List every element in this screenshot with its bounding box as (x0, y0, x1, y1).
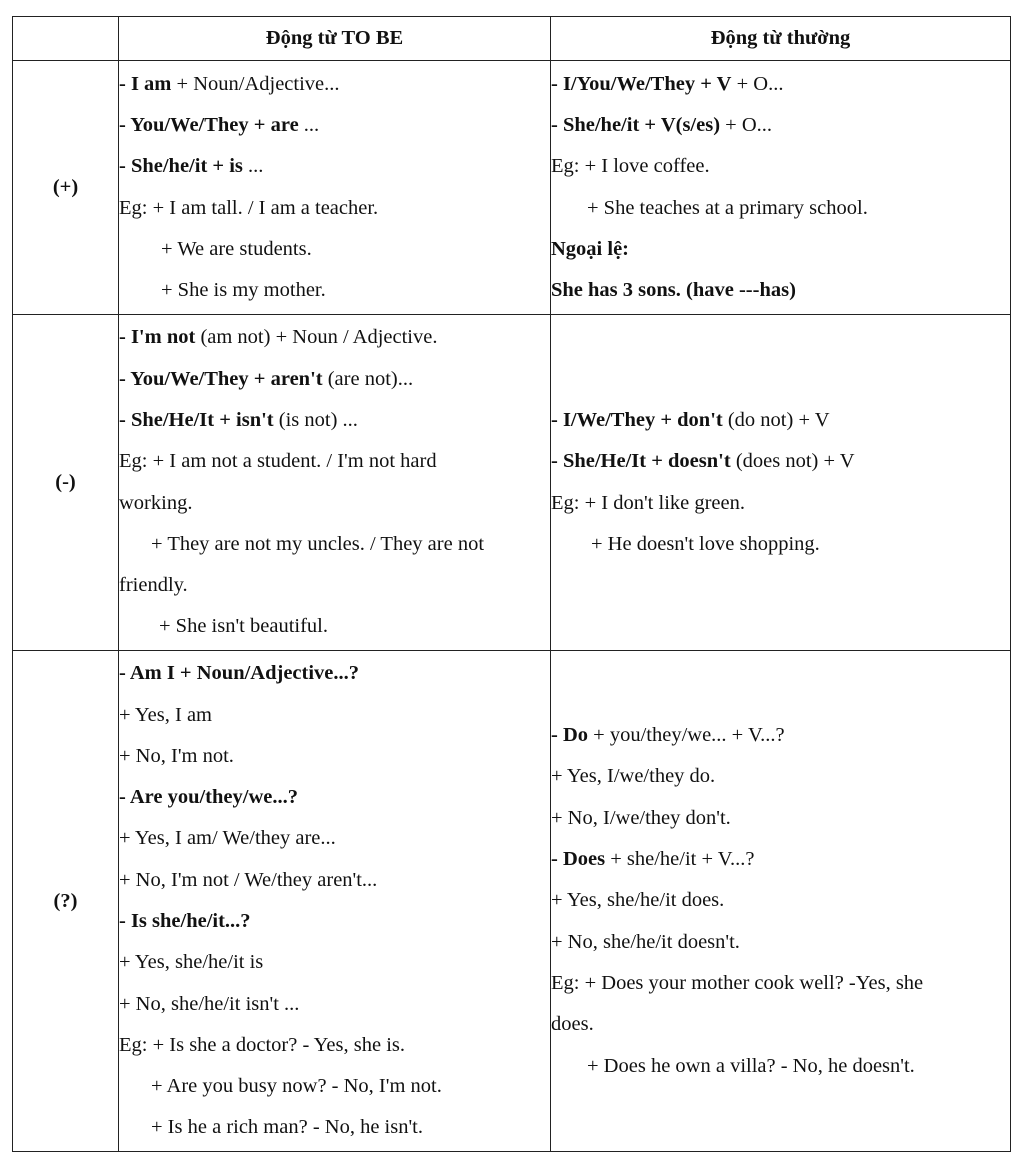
line (119, 270, 550, 311)
affirmative-to-be-cell (119, 61, 551, 315)
line (119, 777, 550, 818)
line (119, 400, 550, 441)
bold-text: - I/We/They + don't (551, 408, 723, 431)
text: (is not) ... (273, 408, 358, 431)
bold-text: - She/he/it + is (119, 155, 243, 178)
negative-verb-cell (551, 315, 1011, 651)
line (551, 839, 1010, 880)
bold-text: - You/We/They + aren't (119, 367, 323, 390)
line (119, 1107, 550, 1148)
line (119, 229, 550, 270)
line (119, 1025, 550, 1066)
text: Eg: + I am tall. / I am a teacher. (119, 196, 379, 219)
text: + Yes, she/he/it does. (551, 889, 725, 912)
line (551, 188, 1010, 229)
header-row (13, 17, 1011, 61)
text: + O... (720, 113, 773, 136)
line (551, 524, 1010, 565)
line (551, 1046, 1010, 1087)
line (119, 984, 550, 1025)
text: + No, she/he/it isn't ... (119, 992, 300, 1015)
line (551, 270, 1010, 311)
row-question (13, 651, 1011, 1152)
line (551, 756, 1010, 797)
line (119, 441, 550, 482)
text: + No, she/he/it doesn't. (551, 930, 740, 953)
line (119, 359, 550, 400)
line (551, 483, 1010, 524)
text: + We are students. (161, 237, 312, 260)
text: + No, I/we/they don't. (551, 806, 731, 829)
bold-text: - She/He/It + isn't (119, 408, 274, 431)
text: + They are not my uncles. / They are not (151, 532, 485, 555)
line (119, 695, 550, 736)
text: ... (298, 113, 320, 136)
row-negative (13, 315, 1011, 651)
line (551, 922, 1010, 963)
text: (do not) + V (722, 408, 830, 431)
text: + Does he own a villa? - No, he doesn't. (587, 1054, 915, 1077)
text: + No, I'm not / We/they aren't... (119, 868, 378, 891)
text: working. (119, 491, 193, 514)
text: + She is my mother. (161, 279, 326, 302)
text: friendly. (119, 574, 188, 597)
text: + She isn't beautiful. (159, 615, 328, 638)
text: + She teaches at a primary school. (587, 196, 868, 219)
header-regular-verb: Động từ thường (551, 17, 1011, 61)
negative-to-be-cell (119, 315, 551, 651)
bold-text: - I am (119, 72, 172, 95)
line (119, 565, 550, 606)
line (119, 860, 550, 901)
text: + Yes, I/we/they do. (551, 765, 716, 788)
text: + Yes, I am/ We/they are... (119, 827, 336, 850)
label-affirmative: (+) (13, 61, 119, 315)
line (119, 524, 550, 565)
label-question: (?) (13, 651, 119, 1152)
line (119, 818, 550, 859)
line (551, 880, 1010, 921)
line (119, 653, 550, 694)
line (119, 606, 550, 647)
line (551, 441, 1010, 482)
bold-text: - I'm not (119, 326, 196, 349)
bold-text: - She/he/it + V(s/es) (551, 113, 721, 136)
line (119, 1066, 550, 1107)
text: + Are you busy now? - No, I'm not. (151, 1075, 442, 1098)
header-empty-cell (13, 17, 119, 61)
header-to-be: Động từ TO BE (119, 17, 551, 61)
bold-text: - She/He/It + doesn't (551, 450, 731, 473)
line (551, 105, 1010, 146)
line (551, 400, 1010, 441)
text: + No, I'm not. (119, 744, 234, 767)
bold-text: - Do (551, 724, 589, 747)
bold-text: - Are you/they/we...? (119, 786, 298, 809)
question-verb-cell (551, 651, 1011, 1152)
line (119, 483, 550, 524)
question-to-be-cell (119, 651, 551, 1152)
bold-text: Ngoại lệ: (551, 237, 629, 260)
bold-text: - You/We/They + are (119, 113, 299, 136)
text: + O... (731, 72, 784, 95)
line (551, 229, 1010, 270)
line (119, 736, 550, 777)
line (119, 64, 550, 105)
bold-text: She has 3 sons. (have ---has) (551, 279, 796, 302)
bold-text: - Is she/he/it...? (119, 910, 251, 932)
text: does. (551, 1013, 594, 1036)
text: + she/he/it + V...? (605, 848, 755, 871)
line (551, 64, 1010, 105)
line (551, 715, 1010, 756)
text: Eg: + I am not a student. / I'm not hard (119, 450, 437, 473)
line (119, 901, 550, 942)
text: + Is he a rich man? - No, he isn't. (151, 1116, 423, 1139)
line (551, 1004, 1010, 1045)
line (551, 963, 1010, 1004)
line (551, 146, 1010, 187)
line (551, 798, 1010, 839)
text: + He doesn't love shopping. (591, 532, 820, 555)
line (119, 317, 550, 358)
line (119, 105, 550, 146)
text: Eg: + I don't like green. (551, 491, 746, 514)
bold-text: - Does (551, 848, 606, 871)
text: ... (242, 155, 264, 178)
text: (are not)... (322, 367, 414, 390)
text: (am not) + Noun / Adjective. (195, 326, 438, 349)
line (119, 188, 550, 229)
bold-text: - Am I + Noun/Adjective...? (119, 662, 360, 685)
bold-text: - I/You/We/They + V (551, 72, 732, 95)
grammar-table (12, 16, 1011, 1152)
text: Eg: + I love coffee. (551, 155, 710, 178)
text: + Yes, she/he/it is (119, 951, 264, 974)
text: + Yes, I am (119, 703, 213, 726)
line (119, 146, 550, 187)
label-negative: (-) (13, 315, 119, 651)
line (119, 942, 550, 983)
row-affirmative (13, 61, 1011, 315)
text: (does not) + V (730, 450, 855, 473)
text: Eg: + Does your mother cook well? -Yes, she (551, 971, 924, 994)
text: + Noun/Adjective... (171, 72, 340, 95)
text: + you/they/we... + V...? (588, 724, 785, 747)
text: Eg: + Is she a doctor? - Yes, she is. (119, 1033, 405, 1056)
affirmative-verb-cell (551, 61, 1011, 315)
